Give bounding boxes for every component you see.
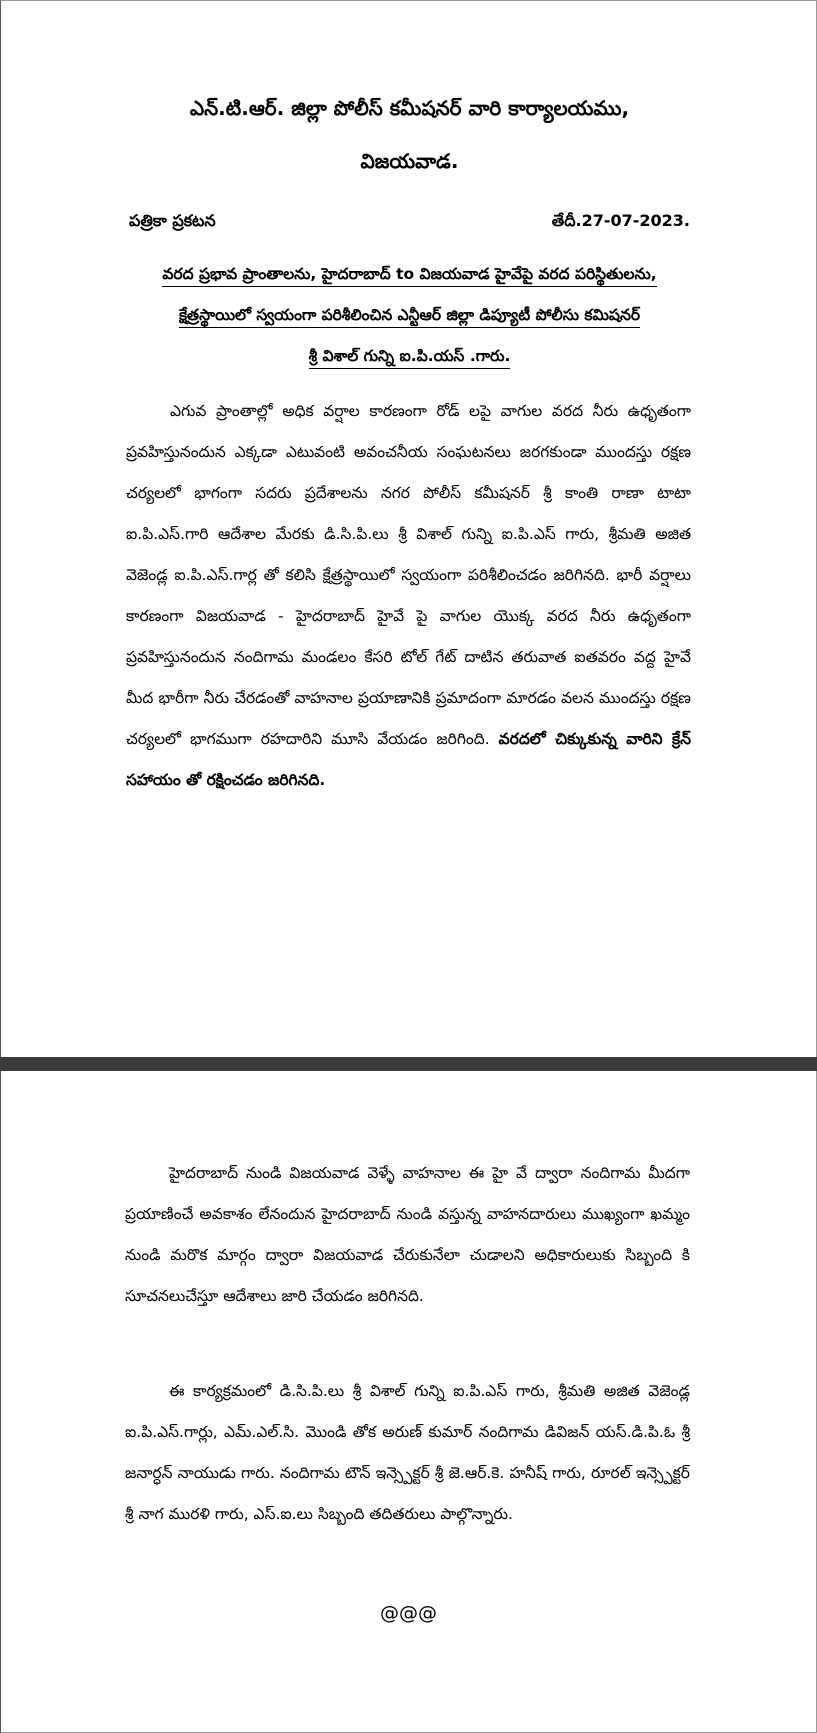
headline-line-1	[121, 261, 698, 287]
headline-line-1-text: వరద ప్రభావ ప్రాంతాలను, హైదరాబాద్ to విజయవాడ హైవేపై వరద పరిస్థితులను,	[162, 265, 656, 287]
end-mark: @@@	[380, 1602, 437, 1624]
body-paragraph-3: ఈ కార్యక్రమంలో డి.సి.పి.లు శ్రీ విశాల్ గున్ని ఐ.పి.ఎస్ గారు, శ్రీమతి అజిత వెజెండ్ల ఐ.పి.ఎస్.గార్లు, ఎమ్.ఎల్.సి. మొండి తోక అరుణ్ కుమార్ నందిగామ డివిజన్ యస్.డి.పి.ఓ శ్రీ జనార్ధన్ నాయుడు గారు. నందిగామ టౌన్ ఇన్స్పెక్టర్ శ్రీ జె.ఆర్.కె. హనీష్ గారు, రూరల్ ఇన్స్పెక్టర్ శ్రీ నాగ మురళి గారు, ఎస్.ఐ.లు సిబ్బంది తదితరులు పాల్గొన్నారు.	[125, 1382, 690, 1523]
headline-line-2-text: క్షేత్రస్థాయిలో స్వయంగా పరిశీలించిన ఎన్టీఆర్ జిల్లా డిప్యూటీ పోలీసు కమిషనర్	[179, 306, 640, 328]
body-paragraph-1-bold: వరదలో చిక్కుకున్న వారిని క్రేన్ సహాయం తో రక్షించడం జరిగినది.	[126, 730, 691, 789]
city-title: విజయవాడ.	[360, 149, 459, 173]
body-paragraph-1-text: ఎగువ ప్రాంతాల్లో అధిక వర్షాల కారణంగా రోడ్ లపై వాగుల వరద నీరు ఉధృతంగా ప్రవహిస్తునందున ఎక్కడా ఎటువంటి అవంచనీయ సంఘటనలు జరగకుండా ముందస్తు రక్షణ చర్యలలో భాగంగా సదరు ప్రదేశాలను నగర పోలీస్ కమీషనర్ శ్రీ కాంతి రాణా టాటా ఐ.పి.ఎస్.గారి ఆదేశాల మేరకు డి.సి.పి.లు శ్రీ విశాల్ గున్ని ఐ.పి.ఎస్ గారు, శ్రీమతి అజిత వెజెండ్ల ఐ.పి.ఎస్.గార్ల తో కలిసి క్షేత్రస్థాయిలో స్వయంగా పరిశీలించడం జరిగినది. భారీ వర్షాలు కారణంగా విజయవాడ - హైదరాబాద్ హైవే పై వాగుల యొక్క వరద నీరు ఉధృతంగా ప్రవహిస్తునందున నందిగామ మండలం కేసరి టోల్ గేట్ దాటిన తరువాత ఐతవరం వద్ద హైవే మీద భారీగా నీరు చేరడంతో వాహనాల ప్రయాణానికి ప్రమాదంగా మారడం వలన ముందస్తు రక్షణ చర్యలలో భాగముగా రహదారిని మూసి వేయడం జరిగింది.	[126, 402, 691, 748]
press-meta-row	[129, 209, 690, 233]
body-paragraph-2: హైదరాబాద్ నుండి విజయవాడ వెళ్ళే వాహనాల ఈ హై వే ద్వారా నందిగామ మీదగా ప్రయాణించే అవకాశం లేనందున హైదరాబాద్ నుండి వస్తున్న వాహనదారులు ముఖ్యంగా ఖమ్మం నుండి మరొక మార్గం ద్వారా విజయవాడ చేరుకునేలా చుడాలని అధికారులుకు సిబ్బంది కి సూచనలుచేస్తూ ఆదేశాలు జారి చేయడం జరిగినది.	[125, 1164, 690, 1305]
headline-line-3	[121, 343, 698, 369]
office-title: ఎన్.టి.ఆర్. జిల్లా పోలీస్ కమీషనర్ వారి కార్యాలయము,	[189, 96, 630, 120]
press-release-date: తేదీ.27-07-2023.	[551, 211, 690, 230]
body-paragraph-1	[126, 391, 691, 801]
press-release-label: పత్రికా ప్రకటన	[129, 211, 216, 230]
headline-line-3-text: శ్రీ విశాల్ గున్ని ఐ.పి.యస్ .గారు.	[309, 347, 511, 369]
headline-line-2	[121, 302, 698, 328]
page-separator	[0, 1057, 817, 1071]
